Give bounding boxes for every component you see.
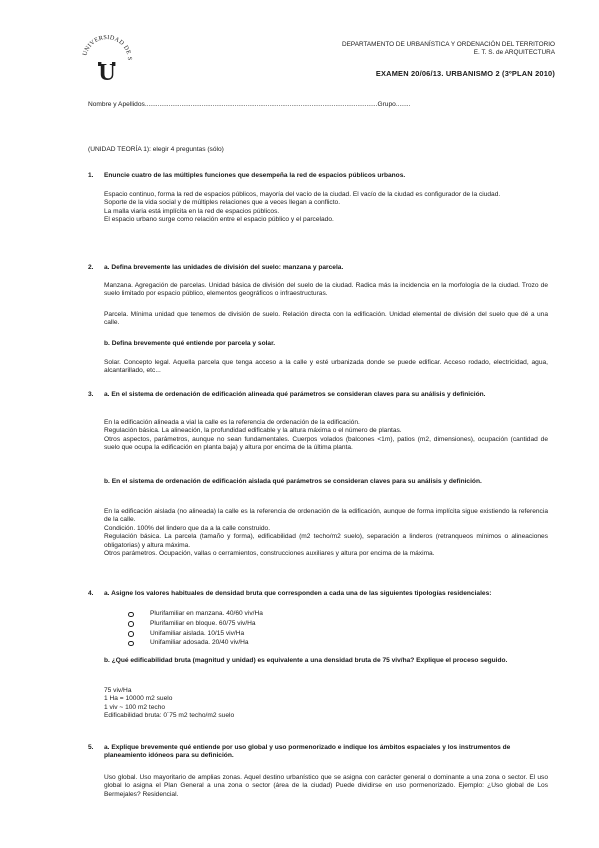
question-number: 5. — [88, 744, 94, 751]
department-name: DEPARTAMENTO DE URBANÍSTICA Y ORDENACIÓN DEL TERRITORIO — [342, 41, 555, 48]
calculation-block — [104, 687, 548, 721]
answer-uso-global: Uso global. Uso mayoritario de amplias zonas. Aquel destino urbanístico que se asigna con carácter general o dominante a una zona o sector. El uso global lo asigna el Plan General a una zona o sector (área de la ciudad) Puede dividirse en uso pormenorizado. Ejemplo: ¿Uso global de Los Bermejales? Residencial. — [104, 774, 548, 798]
school-name: E. T. S. de ARQUITECTURA — [473, 49, 555, 57]
circle-bullet-icon — [128, 641, 134, 647]
exam-title: EXAMEN 20/06/13. URBANISMO 2 (3ºPLAN 2010) — [375, 69, 555, 78]
answer-text: Espacio continuo, forma la red de espacios públicos, mayoría del vacío de la ciudad. El vacío de la ciudad es configurador de la ciudad. Soporte de la vida social y de múltiples relaciones que a veces llegan a conflicto. La malla viaria está implícita en la red de espacios públicos. El espacio urbano surge como relación entre el espacio público y el parcelado. — [104, 191, 501, 224]
calc-line: 1 viv ~ 100 m2 techo — [104, 703, 166, 711]
group-field[interactable]: ........ — [395, 101, 411, 108]
circle-bullet-icon — [128, 612, 134, 618]
density-list — [128, 609, 263, 648]
svg-text:UNIVERSIDAD DE SEVILLA — [78, 26, 133, 61]
question-title: Enuncie cuatro de las múltiples funciones que desempeña la red de espacios públicos urbanos. — [104, 172, 406, 179]
name-field[interactable]: ............................................................................................................................... — [144, 101, 378, 108]
section-title: (UNIDAD TEORÍA 1): elegir 4 preguntas (sólo) — [88, 146, 224, 153]
university-seal-icon — [78, 26, 136, 84]
list-item: Unifamiliar adosada. 20/40 viv/Ha — [128, 638, 263, 648]
list-item: Unifamiliar aislada. 10/15 viv/Ha — [128, 629, 263, 639]
logo-letters: U — [98, 60, 116, 84]
answer-manzana: Manzana. Agregación de parcelas. Unidad básica de división del suelo de la ciudad. Radica más la incidencia en la morfología de la ciudad. Trozo de suelo limitado por espacio público, elementos geográficos o infraestructuras. — [104, 282, 548, 298]
question-title-a: a. Explique brevemente qué entiende por uso global y uso pormenorizado e indique los ámbitos espaciales y los instrumentos de planeamiento idóneos para su definición. — [104, 744, 511, 760]
department-header — [342, 41, 555, 57]
question-title-a: a. Asigne los valores habituales de densidad bruta que corresponden a cada una de las siguientes tipologías residenciales: — [104, 590, 492, 597]
question-number: 3. — [88, 391, 94, 398]
calc-line: 75 viv/Ha — [104, 687, 132, 694]
circle-bullet-icon — [128, 621, 134, 627]
name-label: Nombre y Apellidos — [88, 101, 145, 108]
group-label: Grupo — [377, 101, 396, 108]
calc-line: Edificabilidad bruta: 0´75 m2 techo/m2 suelo — [104, 712, 235, 720]
answer-aislada: En la edificación aislada (no alineada) la calle es la referencia de ordenación de la edificación, aunque de forma implícita sigue existiendo la referencia de la calle. Condición. 100% del lindero que da a la calle construido. Regulación básica. La parcela (tamaño y forma), edificabilidad (m2 techo/m2 suelo), separación a linderos (retranqueos mínimos o alineaciones obligatorias) y altura máxima. Otros parámetros. Ocupación, vallas o cerramientos, construcciones auxiliares y altura por encima de la máxima. — [104, 508, 548, 558]
answer-alineada: En la edificación alineada a vial la calle es la referencia de ordenación de la edificación. Regulación básica. La alineación, la profundidad edificable y la altura máxima o el número de plantas. Otros aspectos, parámetros, aunque no sean fundamentales. Cuerpos volados (balcones <1m), patios (m2, dimensiones), ocupación (cantidad de suelo que ocupa la edificación en planta baja) y altura por encima de la última planta. — [104, 419, 548, 452]
list-item: Plurifamiliar en manzana. 40/60 viv/Ha — [128, 609, 263, 619]
question-number: 4. — [88, 590, 94, 597]
circle-bullet-icon — [128, 631, 134, 637]
university-logo — [78, 26, 136, 84]
question-number: 1. — [88, 172, 94, 179]
list-item: Plurifamiliar en bloque. 60/75 viv/Ha — [128, 619, 263, 629]
calc-line: 1 Ha = 10000 m2 suelo — [104, 695, 173, 703]
question-number: 2. — [88, 264, 94, 271]
question-title-a: a. En el sistema de ordenación de edificación alineada qué parámetros se consideran claves para su análisis y definición. — [104, 391, 486, 398]
answer-parcela: Parcela. Mínima unidad que tenemos de división de suelo. Relación directa con la edificación. Unidad elemental de división del suelo que dé a una calle. — [104, 311, 548, 327]
answer-solar: Solar. Concepto legal. Aquella parcela que tenga acceso a la calle y esté urbanizada donde se puede edificar. Acceso rodado, electricidad, agua, alcantarillado, etc... — [104, 359, 548, 375]
question-title-b: b. Defina brevemente qué entiende por parcela y solar. — [104, 340, 276, 347]
logo-arc-text: UNIVERSIDAD DE S — [81, 33, 134, 61]
question-title-a: a. Defina brevemente las unidades de división del suelo: manzana y parcela. — [104, 264, 344, 271]
question-title-b: b. En el sistema de ordenación de edificación aislada qué parámetros se consideran claves para su análisis y definición. — [104, 478, 482, 485]
question-title-b: b. ¿Qué edificabilidad bruta (magnitud y unidad) es equivalente a una densidad bruta de 75 viv/ha? Explique el proceso seguido. — [104, 657, 508, 664]
name-group-line — [88, 101, 410, 108]
